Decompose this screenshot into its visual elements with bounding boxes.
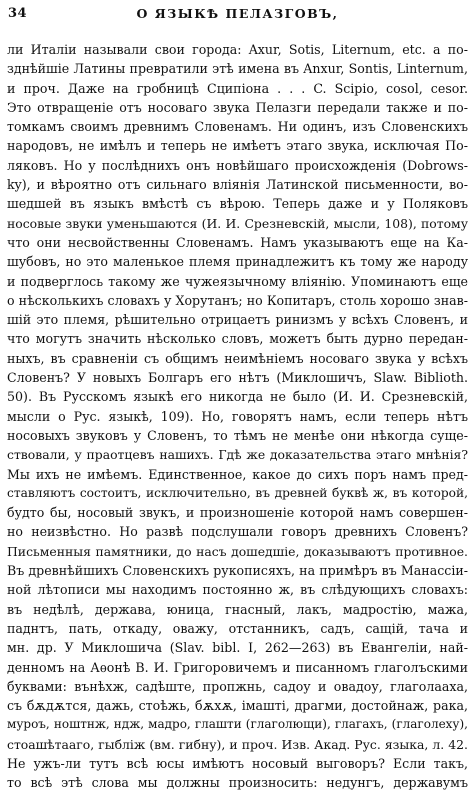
text-line: шедшей въ языкъ вмѣстѣ съ вѣрою. Теперь даже и у Поляковъ — [7, 196, 468, 212]
text-line: 50). Въ Русскомъ языкѣ его никогда не было (И. И. Срезневскій, — [7, 389, 468, 405]
text-line: народовъ, не имѣлъ и теперь не имѣетъ этаго звука, исключая По- — [7, 138, 468, 154]
text-line: въ недѣлѣ, держава, юница, гнасный, лакъ, мадростію, мажа, — [7, 601, 468, 617]
page-number: 34 — [8, 6, 28, 21]
text-line: муроъ, ноштнж, ндж, мадро, глашти (глаголющи), глагахъ, (глаголеху), — [7, 717, 468, 732]
text-line: зднѣйшіе Латины превратили этѣ имена въ Anxur, Sontis, Linternum, — [7, 61, 468, 77]
text-line: ляковъ. Но у послѣднихъ онъ новѣйшаго происхожденія (Dobrows- — [7, 157, 468, 173]
text-line: Письменныя памятники, до насъ дошедшіе, доказываютъ противное. — [7, 543, 468, 559]
text-line: ныхъ, въ сравненіи съ общимъ неимѣніемъ носоваго звука у всѣхъ — [7, 350, 468, 366]
text-line: мысли о Рус. языкѣ, 109). Но, говорятъ намъ, если теперь нѣтъ — [7, 408, 468, 424]
text-line: Это отвращеніе отъ носоваго звука Пелазги передали также и по- — [7, 99, 468, 115]
text-line: будто бы, носовый звукъ, и произношеніе которой намъ совершен- — [7, 505, 468, 521]
text-line: и проч. Даже на гробницѣ Сципіона . . . C. Scipio, cosol, cesor. — [7, 80, 468, 96]
text-line: ствовали, у праотцевъ нашихъ. Гдѣ же доказательства этаго мнѣнія? — [7, 447, 468, 463]
text-line: и подверглось такому же чужеязычному вліянію. Упоминаютъ еще — [7, 273, 468, 289]
text-line: то всѣ этѣ слова мы должны произносить: недунгъ, державумъ — [7, 775, 468, 791]
text-line: паднтъ, пать, откаду, оважу, отстанникъ, садъ, сащій, тача и — [7, 620, 468, 636]
text-line: стоашѣтааго, гыбліж (вм. гибну), и проч. Изв. Акад. Рус. языка, л. 42. — [7, 736, 468, 752]
running-title: О ЯЗЫКѢ ПЕЛАЗГОВЪ, — [136, 6, 339, 21]
text-line: ли Италіи называли свои города: Axur, Sotis, Liternum, etc. а по- — [7, 42, 468, 57]
text-line: Словенъ? У новыхъ Болгаръ его нѣтъ (Миклошичъ, Slaw. Biblioth. — [7, 370, 468, 386]
text-line: ky), и вѣроятно отъ сильнаго вліянія Латинской письменности, во- — [7, 177, 468, 193]
text-line: Въ древнѣйшихъ Словенскихъ рукописяхъ, на примѣръ въ Манассіи- — [7, 563, 468, 579]
body-text — [7, 40, 468, 793]
text-line: что они несвойственны Словенамъ. Намъ указываютъ еще на Ка- — [7, 234, 468, 250]
text-line: денномъ на Аѳонѣ В. И. Григоровичемъ и писанномъ глаголъскими — [7, 659, 468, 675]
text-line: носовыхъ звуковъ у Словенъ, то тѣмъ не менѣе они нѣкогда суще- — [7, 427, 468, 443]
text-line: ставляютъ состоитъ, исключительно, въ древней буквѣ ж, въ которой, — [7, 485, 468, 500]
text-line: мн. др. У Миклошича (Slav. bibl. I, 262—263) въ Евангеліи, най- — [7, 640, 468, 656]
text-line: ной лѣтописи мы находимъ постоянно ж, въ слѣдующихъ словахъ: — [7, 582, 468, 598]
text-line: о нѣсколькихъ словахъ у Хорутанъ; но Копитаръ, столь хорошо знав- — [7, 292, 468, 308]
text-line: что могутъ значить нѣсколько словъ, можетъ быть дурно передан- — [7, 331, 468, 347]
text-line: Мы ихъ не имѣемъ. Единственное, какое до сихъ поръ намъ пред- — [7, 466, 468, 482]
text-line: съ бѫдѫтся, дажь, стоѣжь, бѫхѫ, імашті, драгми, достойнаж, рака, — [7, 698, 468, 714]
text-line: шубовъ, но это маленькое племя принадлежитъ къ тому же народу — [7, 254, 468, 270]
text-line: шій это племя, рѣшительно отрицаетъ ринизмъ у всѣхъ Словенъ, и — [7, 312, 468, 328]
text-line: но неизвѣстно. Но развѣ подслушали говоръ древнихъ Словенъ? — [7, 524, 468, 540]
text-line: буквами: вънѣхж, садѣште, пропжнь, садоу и овадоу, глаголааха, — [7, 678, 468, 694]
page-header — [0, 6, 475, 22]
text-line: Не ужъ-ли тутъ всѣ юсы имѣютъ носовый выговоръ? Если такъ, — [7, 755, 468, 771]
text-line: томкамъ своимъ древнимъ Словенамъ. Ни одинъ, изъ Словенскихъ — [7, 119, 468, 135]
text-line: носовые звуки уменьшаются (И. И. Срезневскій, мысли, 108), потому — [7, 215, 468, 231]
